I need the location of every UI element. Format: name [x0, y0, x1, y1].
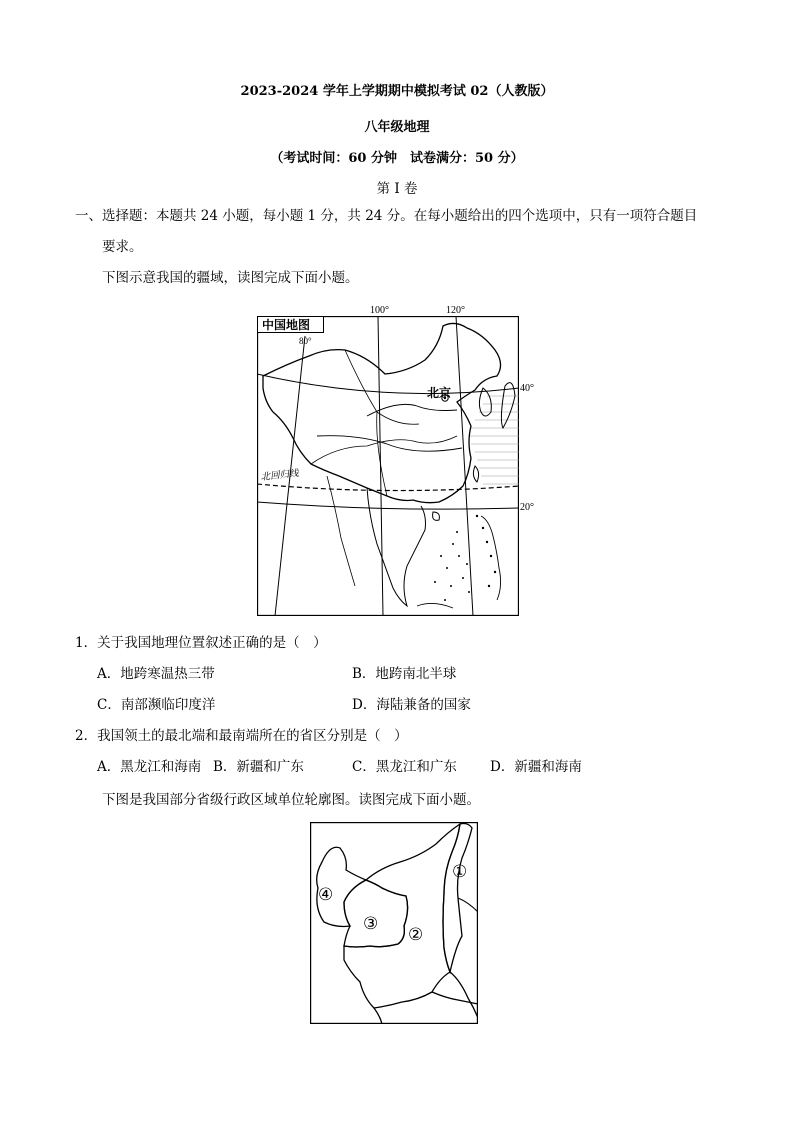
q2-option-c[interactable]: C．黑龙江和广东 [352, 759, 457, 775]
lat-20-label: 20° [520, 502, 534, 513]
lon-100-label: 100° [370, 305, 389, 316]
region-2-label: ② [408, 925, 424, 944]
beijing-label: 北京 [427, 386, 452, 400]
volume-title: 第 I 卷 [376, 181, 418, 197]
lat-40-label: 40° [520, 383, 534, 394]
region-3-label: ③ [363, 914, 379, 933]
map1-intro: 下图示意我国的疆域，读图完成下面小题。 [102, 270, 359, 286]
subject-title: 八年级地理 [364, 120, 430, 135]
exam-info: （考试时间：60 分钟 试卷满分：50 分） [270, 151, 524, 166]
q1-option-b[interactable]: B．地跨南北半球 [352, 666, 457, 682]
q2-stem: 2．我国领土的最北端和最南端所在的省区分别是（ ） [75, 728, 408, 744]
q2-option-b[interactable]: B．新疆和广东 [213, 759, 304, 775]
exam-title: 2023-2024 学年上学期期中模拟考试 02（人教版） [240, 84, 554, 99]
map2-intro: 下图是我国部分省级行政区域单位轮廓图。读图完成下面小题。 [102, 792, 480, 808]
region-1-label: ① [452, 862, 468, 881]
q2-option-a[interactable]: A．黑龙江和海南 [97, 759, 202, 775]
tropic-label: 北回归线 [260, 468, 300, 483]
lon-80-label: 80° [299, 336, 312, 346]
q1-stem: 1．关于我国地理位置叙述正确的是（ ） [75, 635, 327, 651]
province-outline-map [310, 822, 478, 1024]
q1-option-c[interactable]: C．南部濒临印度洋 [97, 697, 216, 713]
section-heading-line1: 一、选择题：本题共 24 小题，每小题 1 分，共 24 分。在每小题给出的四个选项中，只有一项符合题目 [75, 208, 698, 224]
china-map [257, 316, 519, 616]
section-heading-line2: 要求。 [102, 239, 143, 255]
q1-option-d[interactable]: D．海陆兼备的国家 [352, 697, 471, 713]
region-4-label: ④ [318, 885, 334, 904]
lon-120-label: 120° [446, 305, 465, 316]
q1-option-a[interactable]: A．地跨寒温热三带 [97, 666, 215, 682]
map1-title: 中国地图 [262, 318, 311, 332]
q2-option-d[interactable]: D．新疆和海南 [490, 759, 582, 775]
